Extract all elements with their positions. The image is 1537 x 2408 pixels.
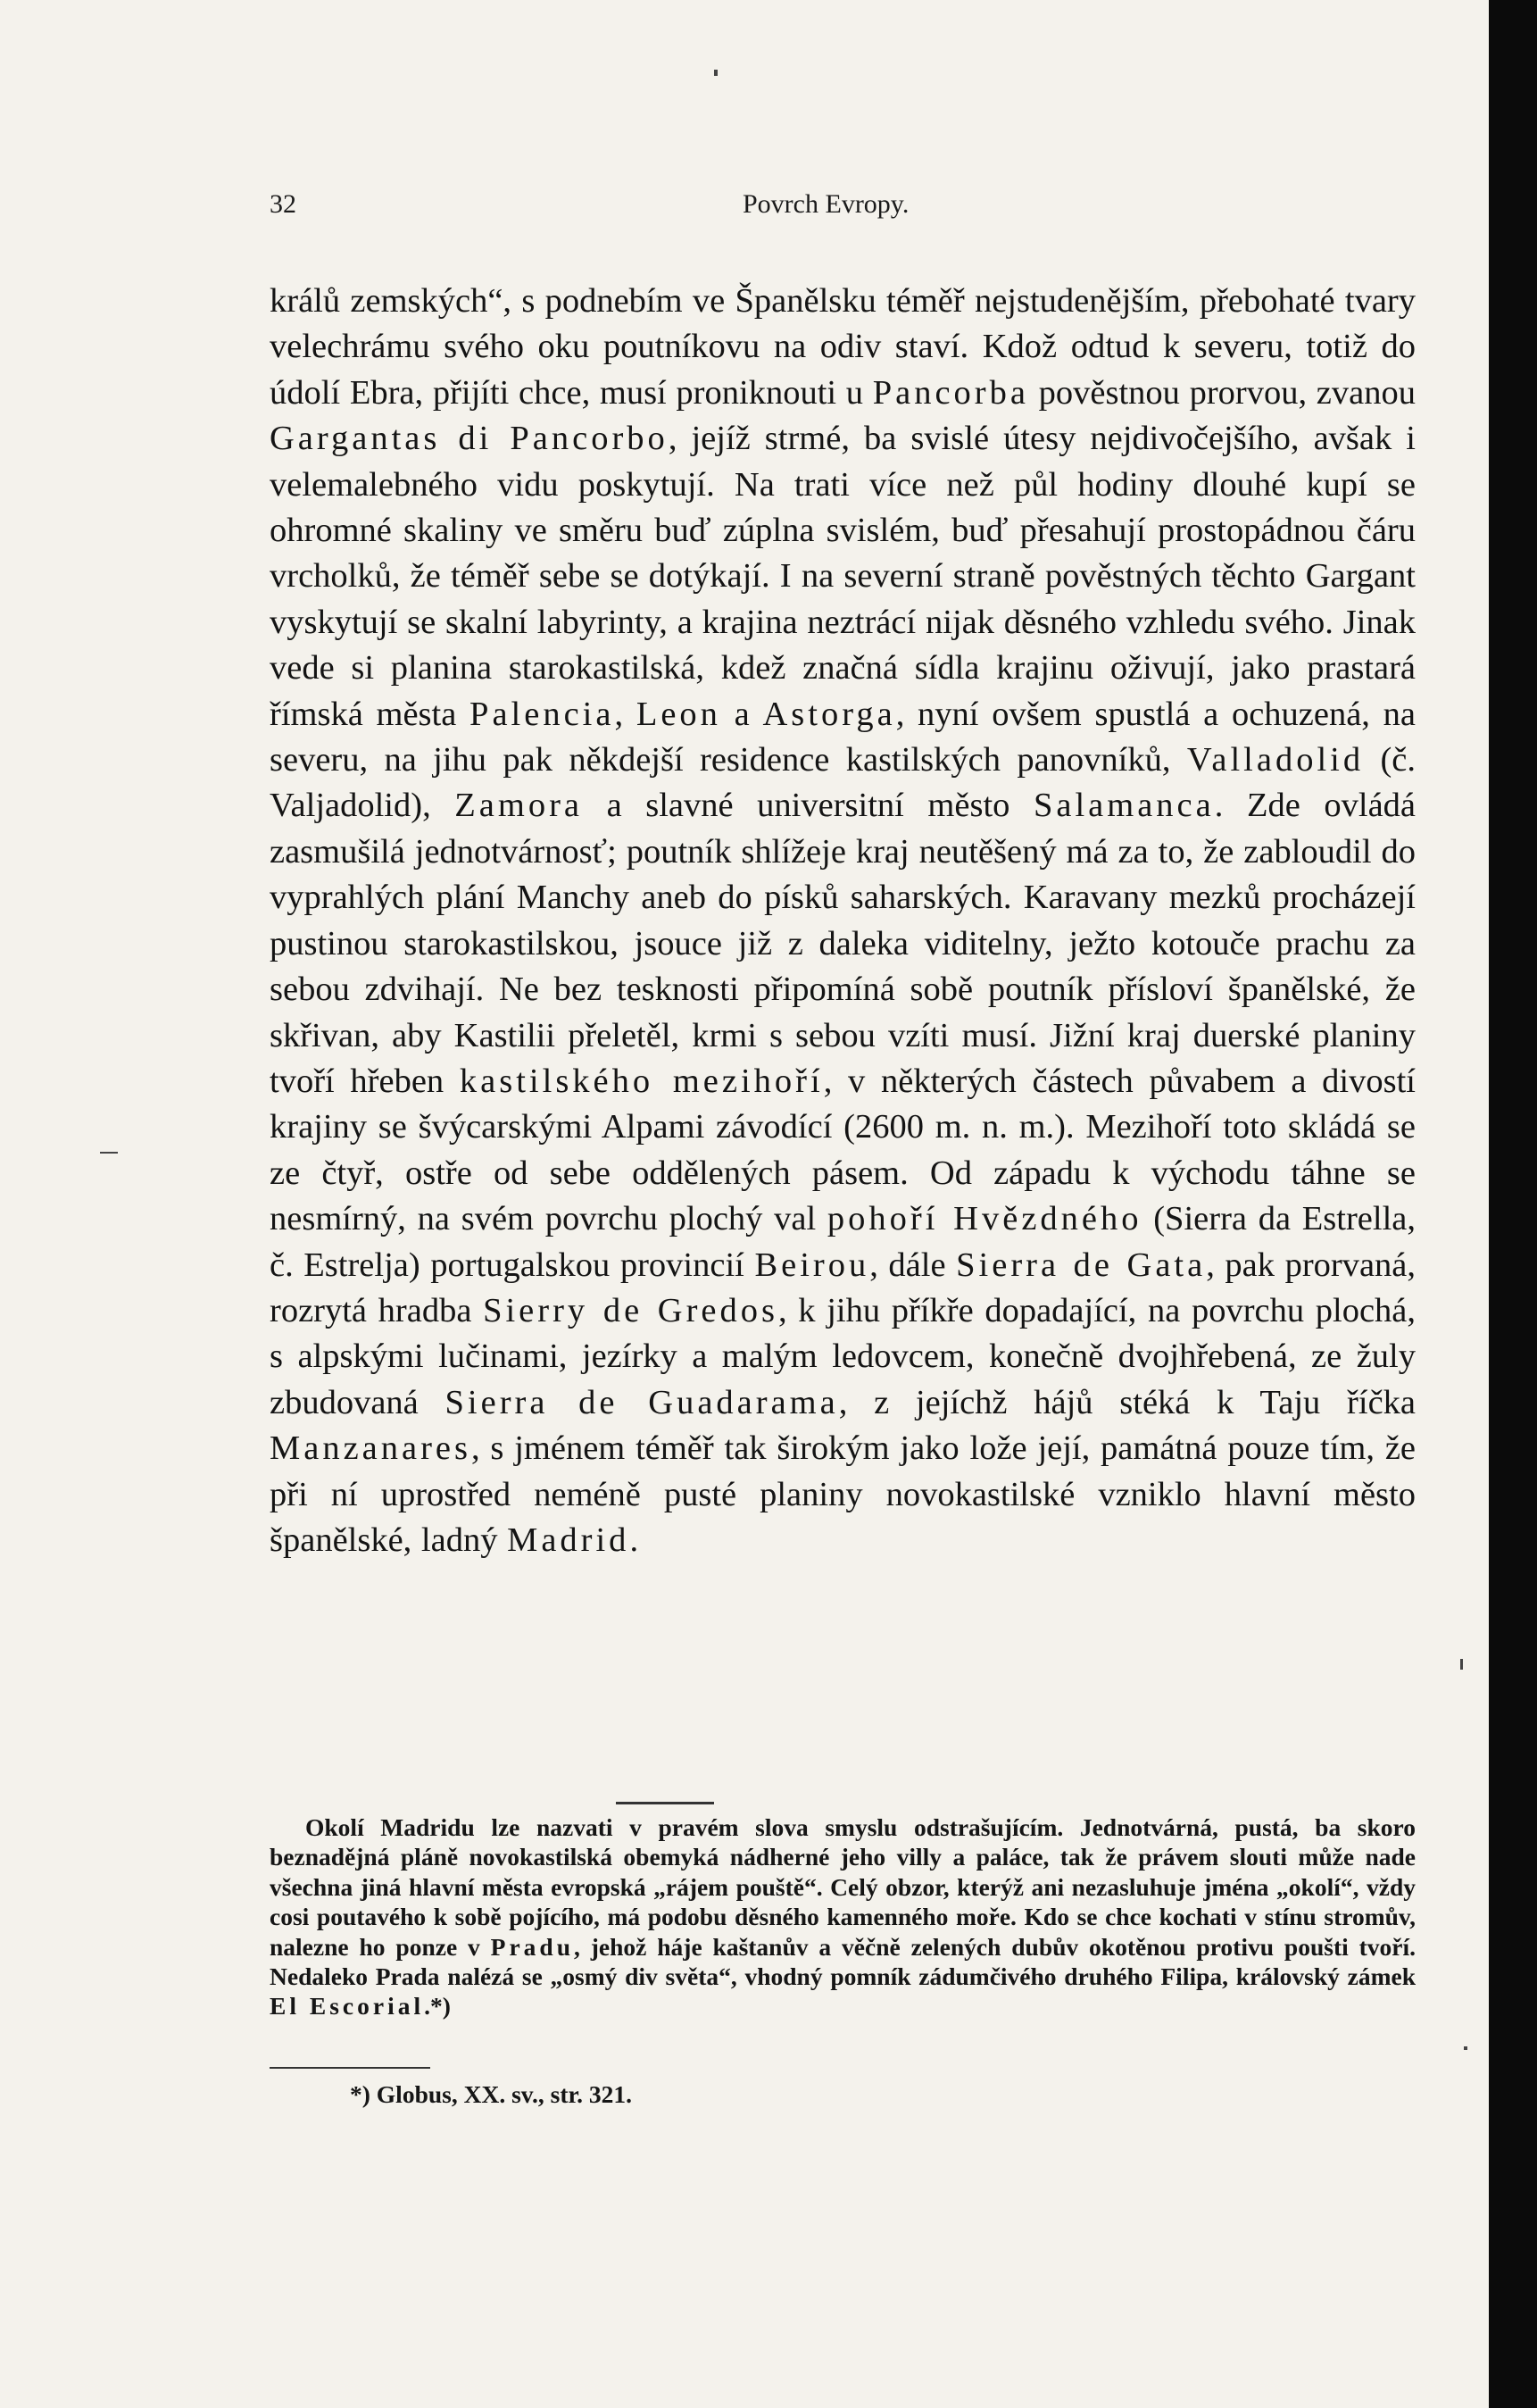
spaced-name: Astorga bbox=[762, 695, 896, 733]
spaced-name: Sierra de Guadarama bbox=[444, 1383, 839, 1421]
main-text bbox=[270, 279, 1416, 1563]
page-header bbox=[270, 189, 1430, 234]
scan-border bbox=[1489, 0, 1537, 2408]
spaced-name: Sierry de Gredos bbox=[483, 1291, 779, 1329]
print-speck bbox=[1460, 1659, 1463, 1670]
footnote: *) Globus, XX. sv., str. 321. bbox=[350, 2080, 633, 2108]
spaced-name: pohoří Hvězdného bbox=[827, 1200, 1142, 1238]
spaced-name: Salamanca bbox=[1033, 787, 1215, 825]
footnote-rule bbox=[270, 2067, 430, 2069]
spaced-name: Pradu bbox=[490, 1932, 574, 1961]
main-paragraph: králů zemských“, s podnebím ve Španělsku téměř nejstudenějším, přebohaté tvary velechrámu svého oku poutníkovu na odiv staví. Kdož odtud k severu, totiž do údolí Ebra, přijíti chce, musí proniknouti u Pancorba pověstnou prorvou, zvanou Gargantas di Pancorbo, jejíž strmé, ba svislé útesy nejdivočejšího, avšak i velemalebného vidu poskytují. Na trati více než půl hodiny dlouhé kupí se ohromné skaliny ve směru buď zúplna svislém, buď přesahují prostopádnou čáru vrcholků, že téměř sebe se dotýkají. I na severní straně pověstných těchto Gargant vyskytují se skalní labyrinty, a krajina neztrácí nijak děsného vzhledu svého. Jinak vede si planina starokastilská, kdež značná sídla krajinu oživují, jako prastará římská města Palencia, Leon a Astorga, nyní ovšem spustlá a ochuzená, na severu, na jihu pak někdejší residence kastilských panovníků, Valladolid (č. Valjadolid), Zamora a slavné universitní město Salamanca. Zde ovládá zasmušilá jednotvárnosť; poutník shlížeje kraj neutěšený má za to, že zabloudil do vyprahlých plání Manchy aneb do písků saharských. Karavany mezků procházejí pustinou starokastilskou, jsouce již z daleka viditelny, ježto kotouče prachu za sebou zdvihají. Ne bez tesknosti připomíná sobě poutník přísloví španělské, že skřivan, aby Kastilii přeletěl, krmi s sebou vzíti musí. Jižní kraj duerské planiny tvoří hřeben kastilského mezihoří, v některých částech půvabem a divostí krajiny se švýcarskými Alpami závodící (2600 m. n. m.). Mezihoří toto skládá se ze čtyř, ostře od sebe oddělených pásem. Od západu k východu táhne se nesmírný, na svém povrchu plochý val pohoří Hvězdného (Sierra da Estrella, č. Estrelja) portugalskou provincií Beirou, dále Sierra de Gata, pak prorvaná, rozrytá hradba Sierry de Gredos, k jihu příkře dopadající, na povrchu plochá, s alpskými lučinami, jezírky a malým ledovcem, konečně dvojhřebená, ze žuly zbudovaná Sierra de Guadarama, z jejíchž hájů stéká k Taju říčka Manzanares, s jménem téměř tak širokým jako lože její, památná pouze tím, že při ní uprostřed neméně pusté planiny novokastilské vzniklo hlavní město španělské, ladný Madrid. bbox=[270, 282, 1417, 1559]
print-speck bbox=[714, 70, 718, 76]
spaced-name: Leon bbox=[636, 695, 721, 733]
section-divider bbox=[616, 1802, 714, 1804]
spaced-name: El Escorial bbox=[270, 1992, 425, 2021]
spaced-name: Valladolid bbox=[1186, 741, 1365, 779]
spaced-name: Beirou bbox=[754, 1246, 870, 1284]
note-paragraph: Okolí Madridu lze nazvati v pravém slova smyslu odstrašujícím. Jednotvárná, pustá, ba skoro beznadějná pláně novokastilská obemyká nádherné jeho villy a paláce, tak že právem slouti může nade všechna jiná hlavní města evropská „rájem pouště“. Celý obzor, kterýž ani nezasluhuje jména „okolí“, vždy cosi poutavého k sobě pojícího, má podobu děsného kamenného moře. Kdo se chce kochati v stínu stromův, nalezne ho ponze v Pradu, jehož háje kaštanův a věčně zelených dubův okotěnou protivu poušti tvoří. Nedaleko Prada nalézá se „osmý div světa“, vhodný pomník zádumčivého druhého Filipa, královský zámek El Escorial.*) bbox=[270, 1813, 1416, 2021]
spaced-name: kastilského mezihoří bbox=[459, 1062, 824, 1100]
spaced-name: Palencia bbox=[469, 695, 615, 733]
spaced-name: Madrid bbox=[507, 1521, 630, 1559]
print-speck bbox=[100, 1152, 118, 1154]
spaced-name: Zamora bbox=[454, 787, 583, 825]
page-number: 32 bbox=[270, 189, 296, 219]
small-print-note bbox=[270, 1812, 1416, 2021]
spaced-name: Pancorba bbox=[872, 373, 1029, 412]
spaced-name: Sierra de Gata bbox=[956, 1246, 1207, 1284]
print-speck bbox=[1464, 2046, 1467, 2050]
spaced-name: Manzanares bbox=[270, 1429, 471, 1468]
spaced-name: Gargantas di Pancorbo bbox=[270, 420, 669, 458]
running-title: Povrch Evropy. bbox=[743, 189, 910, 219]
